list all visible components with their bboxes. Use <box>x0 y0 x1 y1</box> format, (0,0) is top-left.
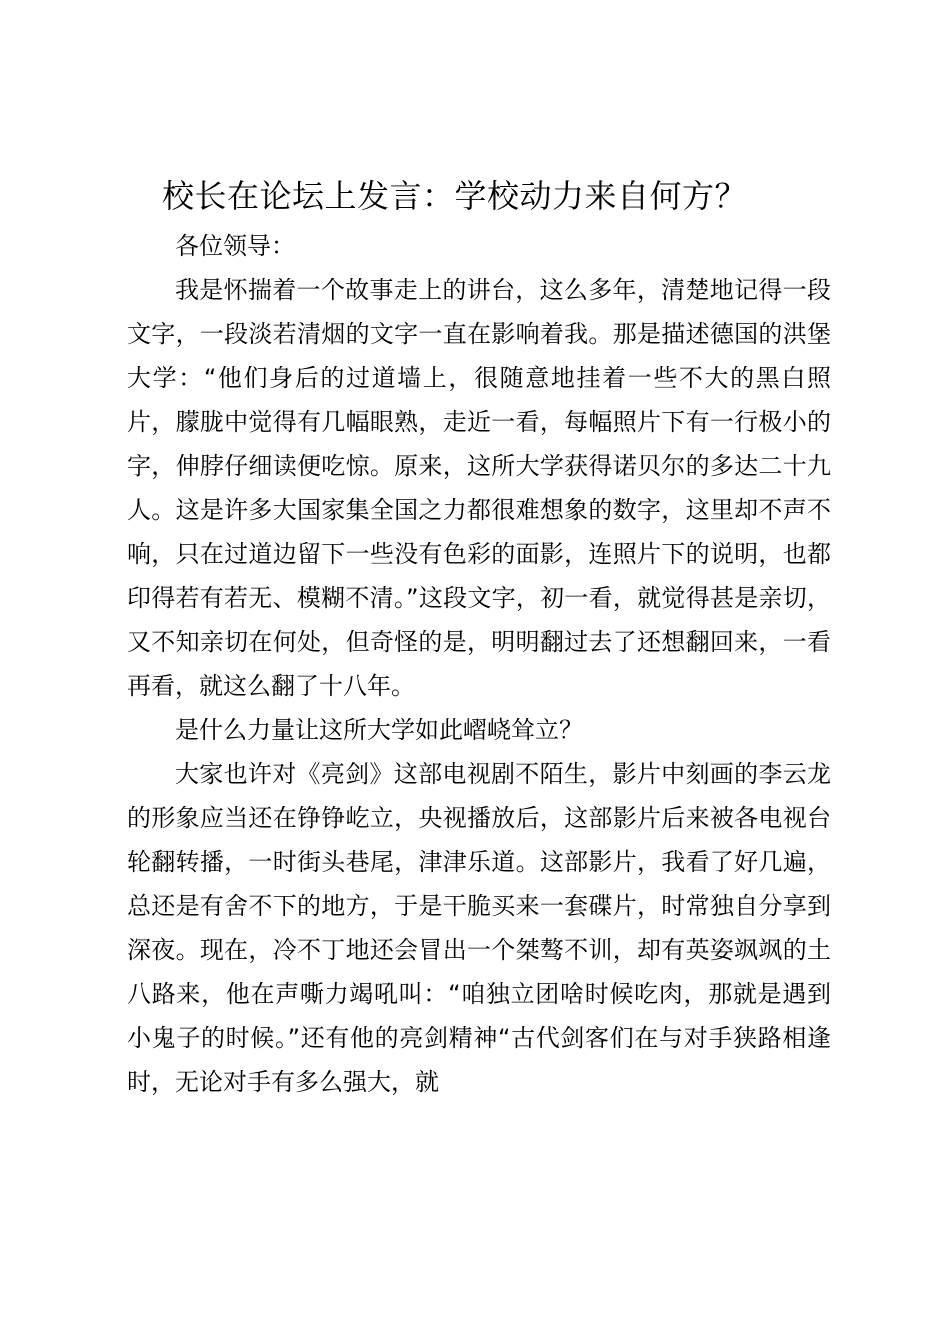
paragraph-1: 我是怀揣着一个故事走上的讲台，这么多年，清楚地记得一段文字，一段淡若清烟的文字一直在影响着我。那是描述德国的洪堡大学：“他们身后的过道墙上，很随意地挂着一些不大的黑白照片，朦胧中觉得有几幅眼熟，走近一看，每幅照片下有一行极小的字，伸脖仔细读便吃惊。原来，这所大学获得诺贝尔的多达二十九人。这是许多大国家集全国之力都很难想象的数字，这里却不声不响，只在过道边留下一些没有色彩的面影，连照片下的说明，也都印得若有若无、模糊不清。”这段文字，初一看，就觉得甚是亲切，又不知亲切在何处，但奇怪的是，明明翻过去了还想翻回来，一看再看，就这么翻了十八年。 <box>127 276 831 700</box>
document-title: 校长在论坛上发言：学校动力来自何方？ <box>162 177 748 215</box>
salutation: 各位领导： <box>175 232 295 260</box>
paragraph-2: 是什么力量让这所大学如此嶍峣耸立？ <box>175 716 583 744</box>
document-page <box>127 170 831 1104</box>
paragraph-3: 大家也许对《亮剑》这部电视剧不陌生，影片中刻画的李云龙的形象应当还在铮铮屹立，央视播放后，这部影片后来被各电视台轮翻转播，一时街头巷尾，津津乐道。这部影片，我看了好几遍，总还是有舍不下的地方，于是干脆买来一套碟片，时常独自分享到深夜。现在，冷不丁地还会冒出一个桀骜不训，却有英姿飒飒的土八路来，他在声嘶力竭吼叫：“咱独立团啥时候吃肉，那就是遇到小鬼子的时候。”还有他的亮剑精神“古代剑客们在与对手狭路相逢时，无论对手有多么强大，就 <box>127 760 831 1096</box>
